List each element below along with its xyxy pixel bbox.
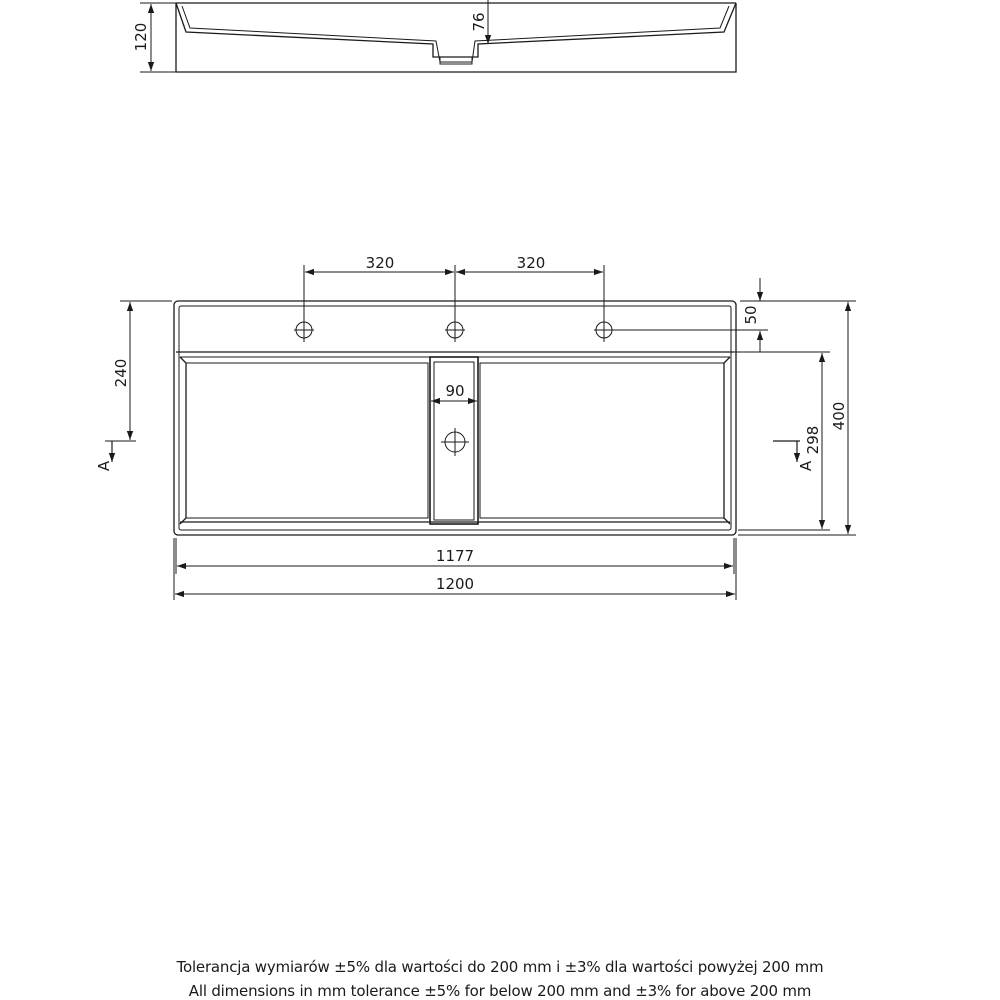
side-view xyxy=(140,0,736,72)
tolerance-note-english: All dimensions in mm tolerance ±5% for below 200 mm and ±3% for above 200 mm xyxy=(188,982,812,1000)
label-120: 120 xyxy=(132,22,150,52)
label-320-right: 320 xyxy=(516,254,546,272)
side-view-basin-outer xyxy=(176,3,736,57)
label-90: 90 xyxy=(445,382,465,400)
right-basin-floor xyxy=(480,363,724,518)
tap-hole-center xyxy=(445,318,465,342)
side-view-basin-inner xyxy=(182,6,729,62)
tap-hole-left xyxy=(294,318,314,342)
label-400: 400 xyxy=(830,401,848,431)
dim-320-320 xyxy=(304,265,604,318)
tolerance-note-polish: Tolerancja wymiarów ±5% dla wartości do 200 mm i ±3% dla wartości powyżej 200 mm xyxy=(176,958,824,976)
section-label-right: A xyxy=(797,460,815,472)
label-298: 298 xyxy=(804,425,822,455)
side-view-drain xyxy=(440,57,472,64)
left-basin xyxy=(180,357,186,524)
section-marker-right xyxy=(773,441,800,462)
label-76: 76 xyxy=(470,12,488,32)
section-label-left: A xyxy=(95,460,113,472)
tap-hole-right xyxy=(594,318,614,342)
label-1200: 1200 xyxy=(435,575,475,593)
label-1177: 1177 xyxy=(435,547,475,565)
right-basin xyxy=(724,357,730,524)
label-50: 50 xyxy=(742,305,760,325)
label-240: 240 xyxy=(112,358,130,388)
label-320-left: 320 xyxy=(365,254,395,272)
left-basin-floor xyxy=(186,363,428,518)
drain-hole xyxy=(441,428,469,456)
